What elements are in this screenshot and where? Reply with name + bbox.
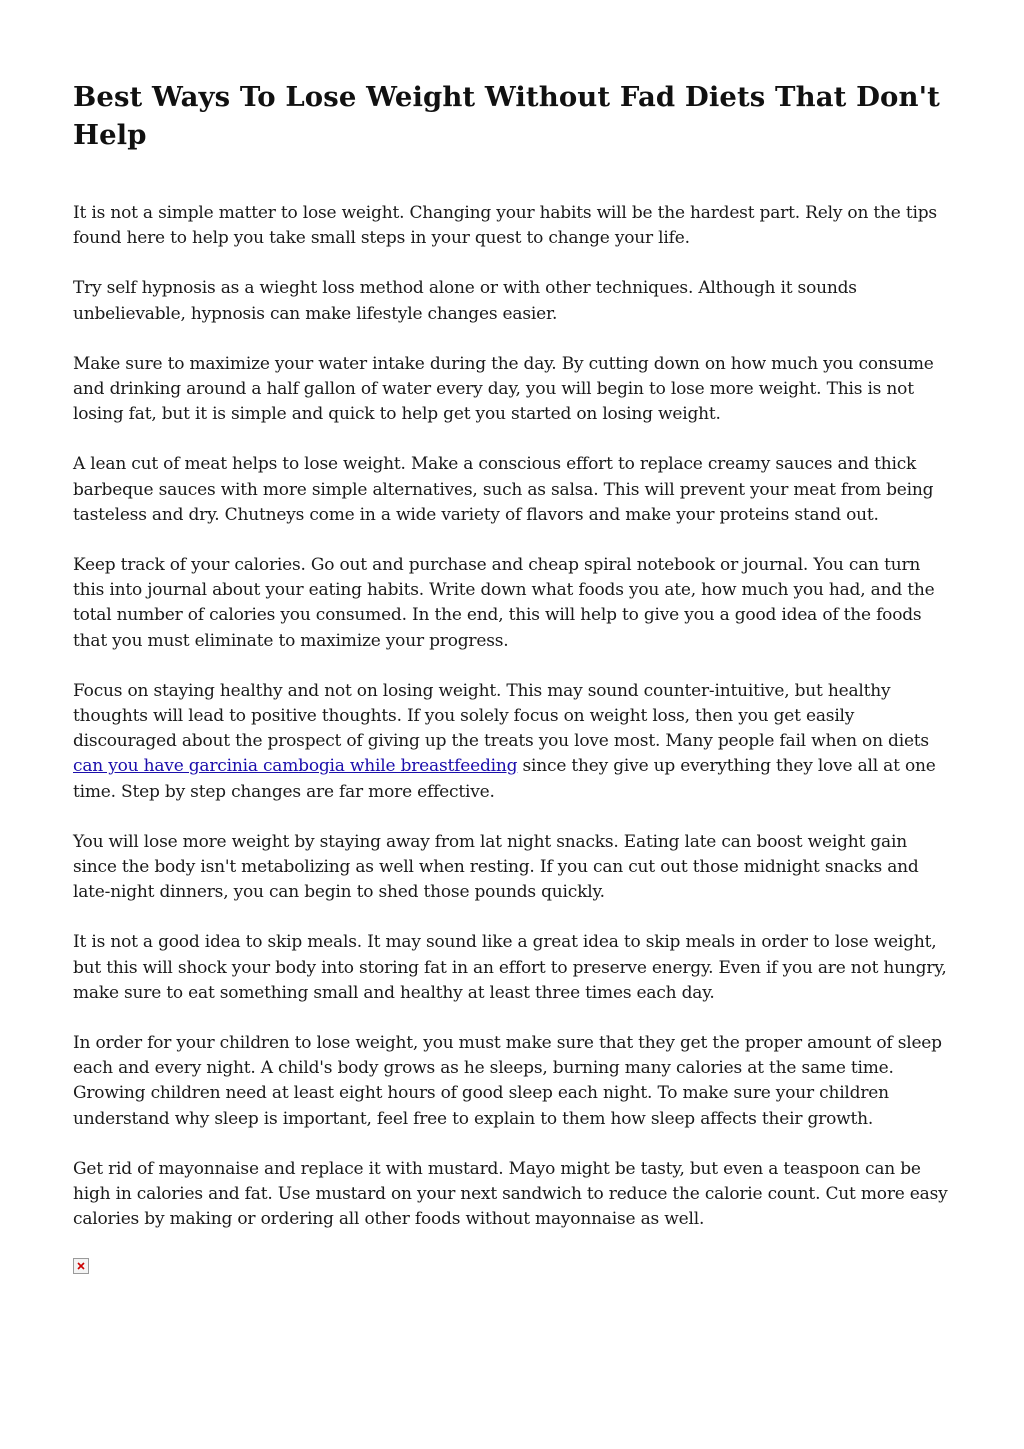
paragraph-intro: It is not a simple matter to lose weight. Changing your habits will be the hardest part. Rely on the tips found here to help you take small steps in your quest to change your life. [73,203,937,249]
broken-image-icon [73,1258,89,1274]
paragraph-children-sleep: In order for your children to lose weight, you must make sure that they get the proper amount of sleep each and every night. A child's body grows as he sleeps, burning many calories at the same time. Growing children need at least eight hours of good sleep each night. To make sure your children understand why sleep is important, feel free to explain to them how sleep affects their growth. [73,1033,942,1129]
paragraph-healthy-focus-before: Focus on staying healthy and not on losing weight. This may sound counter-intuitive, but healthy thoughts will lead to positive thoughts. If you solely focus on weight loss, then you get easily discouraged about the prospect of giving up the treats you love most. Many people fail when on diets [73,680,929,752]
paragraph-hypnosis: Try self hypnosis as a wieght loss method alone or with other techniques. Although it sounds unbelievable, hypnosis can make lifestyle changes easier. [73,278,857,324]
paragraph-calories: Keep track of your calories. Go out and purchase and cheap spiral notebook or journal. You can turn this into journal about your eating habits. Write down what foods you ate, how much you had, and the total number of calories you consumed. In the end, this will help to give you a good idea of the foods that you must eliminate to maximize your progress. [73,555,935,651]
document-page [73,78,953,1274]
paragraph-night-snacks: You will lose more weight by staying away from lat night snacks. Eating late can boost weight gain since the body isn't metabolizing as well when resting. If you can cut out those midnight snacks and late-night dinners, you can begin to shed those pounds quickly. [73,831,919,903]
paragraph-water: Make sure to maximize your water intake during the day. By cutting down on how much you consume and drinking around a half gallon of water every day, you will begin to lose more weight. This is not losing fat, but it is simple and quick to help get you started on losing weight. [73,353,934,425]
paragraph-lean-meat: A lean cut of meat helps to lose weight. Make a conscious effort to replace creamy sauces and thick barbeque sauces with more simple alternatives, such as salsa. This will prevent your meat from being tasteless and dry. Chutneys come in a wide variety of flavors and make your proteins stand out. [73,454,934,525]
paragraph-healthy-focus-after: since they give up everything they love all at one time. Step by step changes are far more effective. [73,756,936,802]
paragraph-skip-meals: It is not a good idea to skip meals. It may sound like a great idea to skip meals in order to lose weight, but this will shock your body into storing fat in an effort to preserve energy. Even if you are not hungry, make sure to eat something small and healthy at least three times each day. [73,932,947,1003]
x-mark-icon [77,1262,85,1270]
garcinia-link[interactable]: can you have garcinia cambogia while breastfeeding [73,756,518,777]
paragraph-healthy-focus [73,679,953,805]
page-title: Best Ways To Lose Weight Without Fad Diets That Don't Help [73,81,940,151]
paragraph-mayonnaise: Get rid of mayonnaise and replace it with mustard. Mayo might be tasty, but even a teaspoon can be high in calories and fat. Use mustard on your next sandwich to reduce the calorie count. Cut more easy calories by making or ordering all other foods without mayonnaise as well. [73,1158,948,1230]
article-body [73,201,953,1274]
